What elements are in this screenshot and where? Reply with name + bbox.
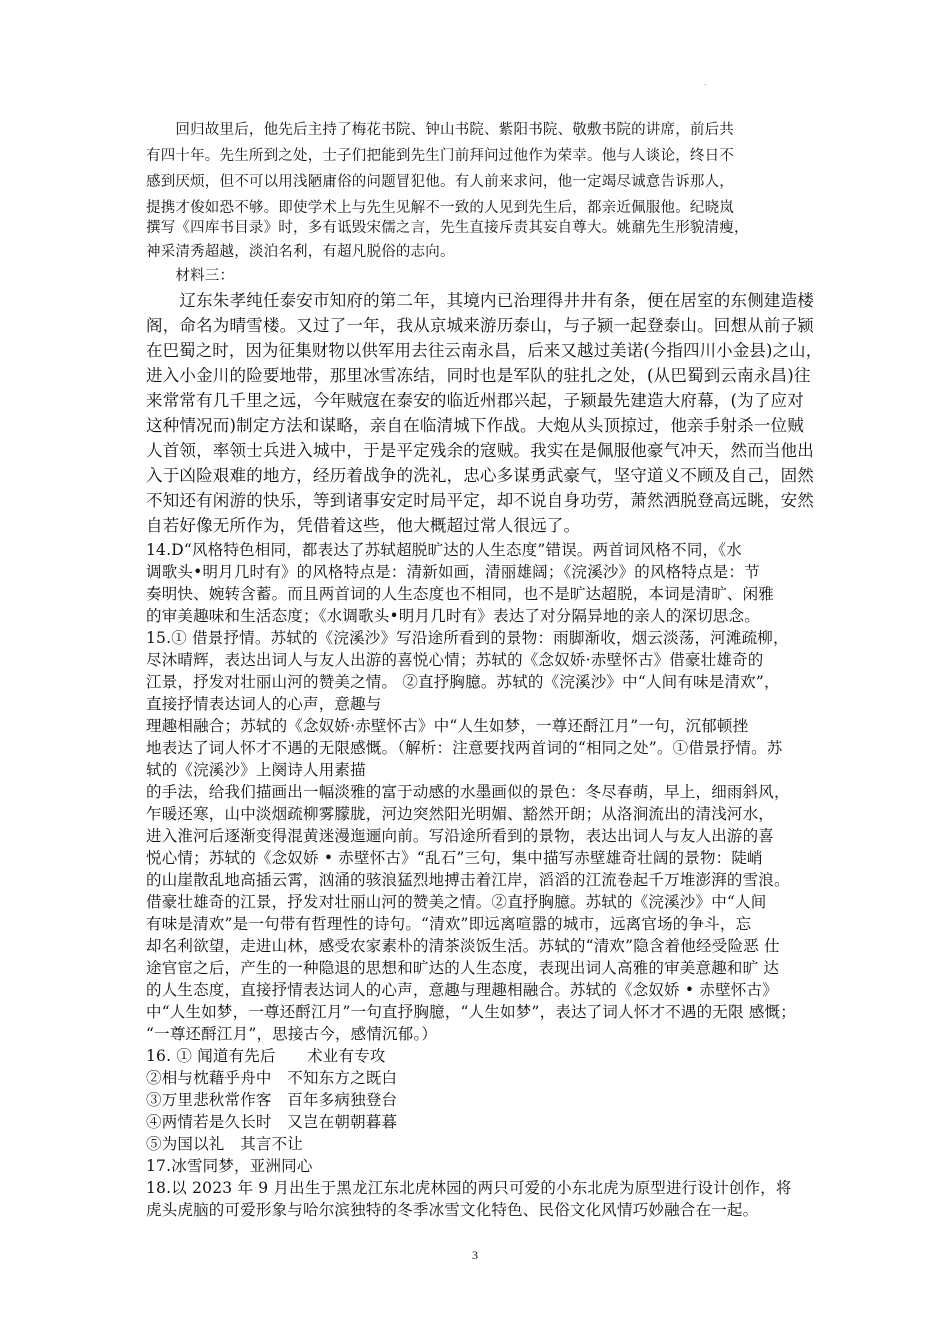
text-line: 材料三： [146, 268, 235, 284]
text-line: 15.① 借景抒情。苏轼的《浣溪沙》写沿途所看到的景物：雨脚渐收，烟云淡荡，河滩疏柳， [146, 629, 789, 647]
text-line: 自若好像无所作为，凭借着这些，他大概超过常人很远了。 [146, 516, 581, 535]
answer-16-item: ④两情若是久长时 又岂在朝朝暮暮 [146, 1113, 398, 1131]
text-line: 直接抒情表达词人的心声，意趣与 [146, 695, 382, 713]
text-line: 有味是清欢”是一句带有哲理性的诗句。“清欢”即远离喧嚣的城市，远离官场的争斗，忘 [146, 915, 752, 933]
text-line: 尽沐晴辉，表达出词人与友人出游的喜悦心情；苏轼的《念奴娇·赤壁怀古》借豪壮雄奇的 [146, 651, 764, 669]
answer-16-item: ②相与枕藉乎舟中 不知东方之既白 [146, 1069, 398, 1087]
text-line: 感到厌烦，但不可以用浅陋庸俗的问题冒犯他。有人前来求问，他一定竭尽诚意告诉那人， [146, 174, 734, 190]
text-line: 在巴蜀之时，因为征集财物以供军用去往云南永昌，后来又越过美诺(今指四川小金县)之山， [146, 341, 823, 360]
text-line: 进入小金川的险要地带，那里冰雪冻结，同时也是军队的驻扎之处，(从巴蜀到云南永昌)往 [146, 366, 811, 385]
text-line: 却名利欲望，走进山林，感受农家素朴的清茶淡饭生活。苏轼的“清欢”隐含着他经受险恶 仕 [146, 937, 780, 955]
answer-16-item: ⑤为国以礼 其言不让 [146, 1135, 304, 1153]
text-line: 乍暖还寒，山中淡烟疏柳雾朦胧，河边突然阳光明媚、豁然开朗；从洛涧流出的清浅河水， [146, 805, 775, 823]
text-line: 神采清秀超越，淡泊名利，有超凡脱俗的志向。 [146, 244, 455, 260]
answer-17: 17.冰雪同梦，亚洲同心 [146, 1157, 313, 1175]
text-line: 提携才俊如恐不够。即使学术上与先生见解不一致的人见到先生后，都亲近佩服他。纪晓岚 [146, 200, 734, 216]
answer-18: 虎头虎脑的可爱形象与哈尔滨独特的冬季冰雪文化特色、民俗文化风情巧妙融合在一起。 [146, 1201, 759, 1219]
text-line: 调歌头•明月几时有》的风格特点是：清新如画，清丽雄阔；《浣溪沙》的风格特点是：节 [146, 563, 760, 581]
text-line: 江景，抒发对壮丽山河的赞美之情。 ②直抒胸臆。苏轼的《浣溪沙》中“人间有味是清欢”， [146, 673, 780, 691]
text-line: 人首领，率领士兵进入城中，于是平定残余的寇贼。我实在是佩服他豪气冲天，然而当他出 [146, 441, 814, 460]
text-line: 的审美趣味和生活态度；《水调歌头•明月几时有》表达了对分隔异地的亲人的深切思念。 [146, 607, 760, 625]
text-line: 不知还有闲游的快乐，等到诸事安定时局平定，却不说自身功劳，萧然洒脱登高远眺，安然 [146, 491, 814, 510]
answer-16-item: ③万里悲秋常作客 百年多病独登台 [146, 1091, 398, 1109]
text-line: 辽东朱孝纯任泰安市知府的第二年，其境内已治理得井井有条，便在居室的东侧建造楼 [146, 291, 814, 310]
text-line: 进入淮河后逐渐变得混黄迷漫迤逦向前。写沿途所看到的景物，表达出词人与友人出游的喜 [146, 827, 775, 845]
text-line: 借豪壮雄奇的江景，抒发对壮丽山河的赞美之情。②直抒胸臆。苏轼的《浣溪沙》中“人间 [146, 893, 767, 911]
text-line: 回归故里后，他先后主持了梅花书院、钟山书院、紫阳书院、敬敷书院的讲席，前后共 [146, 122, 734, 138]
text-line: 撰写《四库书目录》时，多有诋毁宋儒之言，先生直接斥责其妄自尊大。姚鼐先生形貌清瘦， [146, 220, 749, 236]
text-line: 的山崖散乱地高插云霄，汹涌的骇浪猛烈地搏击着江岸，滔滔的江流卷起千万堆澎湃的雪浪。 [146, 871, 790, 889]
text-line: “一尊还酹江月”，思接古今，感情沉郁。） [146, 1025, 438, 1043]
text-line: 来常常有几千里之远，今年贼寇在泰安的临近州郡兴起，子颍最先建造大府幕，(为了应对 [146, 391, 804, 410]
answer-16-heading: 16. ① 闻道有先后 术业有专攻 [146, 1047, 386, 1065]
text-line: 有四十年。先生所到之处，士子们把能到先生门前拜问过他作为荣幸。他与人谈论，终日不 [146, 148, 734, 164]
text-line: 这种情况而)制定方法和谋略，亲自在临清城下作战。大炮从头顶掠过，他亲手射杀一位贼 [146, 416, 804, 435]
text-line: 轼的《浣溪沙》上阕诗人用素描 [146, 761, 366, 779]
text-line: 悦心情；苏轼的《念奴娇 • 赤壁怀古》“乱石”三句，集中描写赤壁雄奇壮阔的景物：陡峭 [146, 849, 763, 867]
text-line: 入于凶险艰难的地方，经历着战争的洗礼，忠心多谋勇武豪气，坚守道义不顾及自己，固然 [146, 466, 814, 485]
text-line: 阁，命名为晴雪楼。又过了一年，我从京城来游历泰山，与子颍一起登泰山。回想从前子颍 [146, 316, 814, 335]
answer-18: 18.以 2023 年 9 月出生于黑龙江东北虎林园的两只可爱的小东北虎为原型进行设计创作，将 [146, 1179, 792, 1197]
text-line: 奏明快、婉转含蓄。而且两首词的人生态度也不相同，也不是旷达超脱，本词是清旷、闲雅 [146, 585, 775, 603]
text-line: 的手法，给我们描画出一幅淡雅的富于动感的水墨画似的景色：冬尽春萌，早上，细雨斜风， [146, 783, 790, 801]
text-line: 中“人生如梦，一尊还酹江月”一句直抒胸臆，“人生如梦”，表达了词人怀才不遇的无限 感慨； [146, 1003, 796, 1021]
text-line: 途官宦之后，产生的一种隐退的思想和旷达的人生态度，表现出词人高雅的审美意趣和旷 达 [146, 959, 780, 977]
text-line: 的人生态度，直接抒情表达词人的心声，意趣与理趣相融合。苏轼的《念奴娇 • 赤壁怀古》 [146, 981, 778, 999]
text-line: 地表达了词人怀才不遇的无限感慨。（解析：注意要找两首词的“相同之处”。①借景抒情。苏 [146, 739, 783, 757]
text-line: 理趣相融合；苏轼的《念奴娇·赤壁怀古》中“人生如梦，一尊还酹江月”一句，沉郁顿挫 [146, 717, 749, 735]
page-number: 3 [472, 1248, 478, 1262]
text-line: 14.D“风格特色相同，都表达了苏轼超脱旷达的人生态度”错误。两首词风格不同，《水 [146, 541, 742, 559]
corner-mark: . [704, 78, 707, 87]
